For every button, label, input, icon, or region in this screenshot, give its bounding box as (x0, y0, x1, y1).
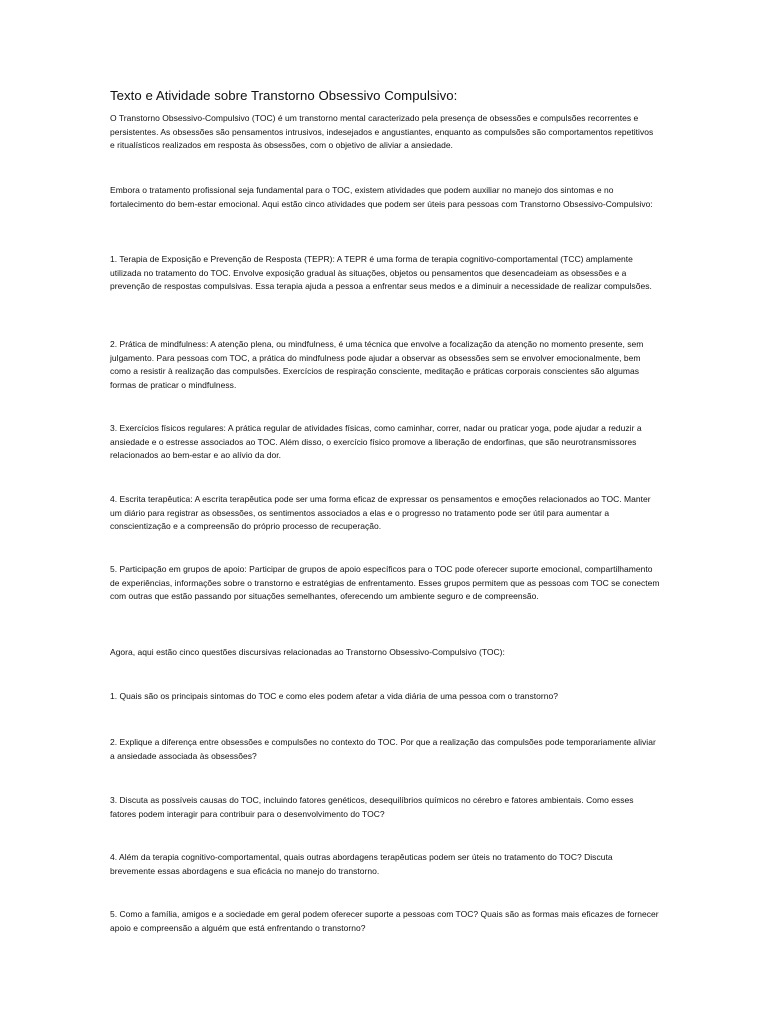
activities-intro: Embora o tratamento profissional seja fundamental para o TOC, existem atividades que podem auxiliar no manejo dos sintomas e no fortalecimento do bem-estar emocional. Aqui estão cinco atividades que podem ser úteis para pessoas com Transtorno Obsessivo-Compulsivo: (110, 185, 653, 209)
activity-item-3: 3. Exercícios físicos regulares: A prática regular de atividades físicas, como caminhar, correr, nadar ou praticar yoga, pode ajudar a reduzir a ansiedade e o estresse associados ao TOC. Além disso, o exercício físico promove a liberação de endorfinas, que são neurotransmissores relacionados ao bem-estar e ao alívio da dor. (110, 423, 642, 461)
question-item-3: 3. Discuta as possíveis causas do TOC, incluindo fatores genéticos, desequilíbrios químicos no cérebro e fatores ambientais. Como esses fatores podem interagir para contribuir para o desenvolvimento do TOC? (110, 795, 634, 819)
intro-paragraph: O Transtorno Obsessivo-Compulsivo (TOC) é um transtorno mental caracterizado pela presença de obsessões e compulsões recorrentes e persistentes. As obsessões são pensamentos intrusivos, indesejados e angustiantes, enquanto as compulsões são comportamentos repetitivos e ritualísticos realizados em resposta às obsessões, com o objetivo de aliviar a ansiedade. (110, 113, 654, 151)
question-item-1: 1. Quais são os principais sintomas do TOC e como eles podem afetar a vida diária de uma pessoa com o transtorno? (110, 691, 558, 701)
questions-intro: Agora, aqui estão cinco questões discursivas relacionadas ao Transtorno Obsessivo-Compulsivo (TOC): (110, 647, 505, 657)
question-item-2: 2. Explique a diferença entre obsessões e compulsões no contexto do TOC. Por que a realização das compulsões pode temporariamente aliviar a ansiedade associada às obsessões? (110, 737, 656, 761)
activity-item-1: 1. Terapia de Exposição e Prevenção de Resposta (TEPR): A TEPR é uma forma de terapia cognitivo-comportamental (TCC) amplamente utilizada no tratamento do TOC. Envolve exposição gradual às situações, objetos ou pensamentos que desencadeiam as obsessões e a prevenção de respostas compulsivas. Essa terapia ajuda a pessoa a enfrentar seus medos e a diminuir a necessidade de realizar compulsões. (110, 254, 652, 292)
activity-item-4: 4. Escrita terapêutica: A escrita terapêutica pode ser uma forma eficaz de expressar os pensamentos e emoções relacionados ao TOC. Manter um diário para registrar as obsessões, os sentimentos associados a elas e o progresso no tratamento pode ser útil para aumentar a conscientização e a compreensão do próprio processo de recuperação. (110, 494, 651, 532)
activity-item-5: 5. Participação em grupos de apoio: Participar de grupos de apoio específicos para o TOC pode oferecer suporte emocional, compartilhamento de experiências, informações sobre o transtorno e estratégias de enfrentamento. Esses grupos permitem que as pessoas com TOC se conectem com outras que estão passando por situações semelhantes, oferecendo um ambiente seguro e de compreensão. (110, 564, 660, 602)
question-item-4: 4. Além da terapia cognitivo-comportamental, quais outras abordagens terapêuticas podem ser úteis no tratamento do TOC? Discuta brevemente essas abordagens e sua eficácia no manejo do transtorno. (110, 852, 613, 876)
activity-item-2: 2. Prática de mindfulness: A atenção plena, ou mindfulness, é uma técnica que envolve a focalização da atenção no momento presente, sem julgamento. Para pessoas com TOC, a prática do mindfulness pode ajudar a observar as obsessões sem se envolver emocionalmente, bem como a resistir à realização das compulsões. Exercícios de respiração consciente, meditação e práticas corporais conscientes são algumas formas de praticar o mindfulness. (110, 339, 644, 390)
document-title: Texto e Atividade sobre Transtorno Obsessivo Compulsivo: (110, 88, 458, 103)
question-item-5: 5. Como a família, amigos e a sociedade em geral podem oferecer suporte a pessoas com TOC? Quais são as formas mais eficazes de fornecer apoio e compreensão a alguém que está enfrentando o transtorno? (110, 909, 659, 933)
